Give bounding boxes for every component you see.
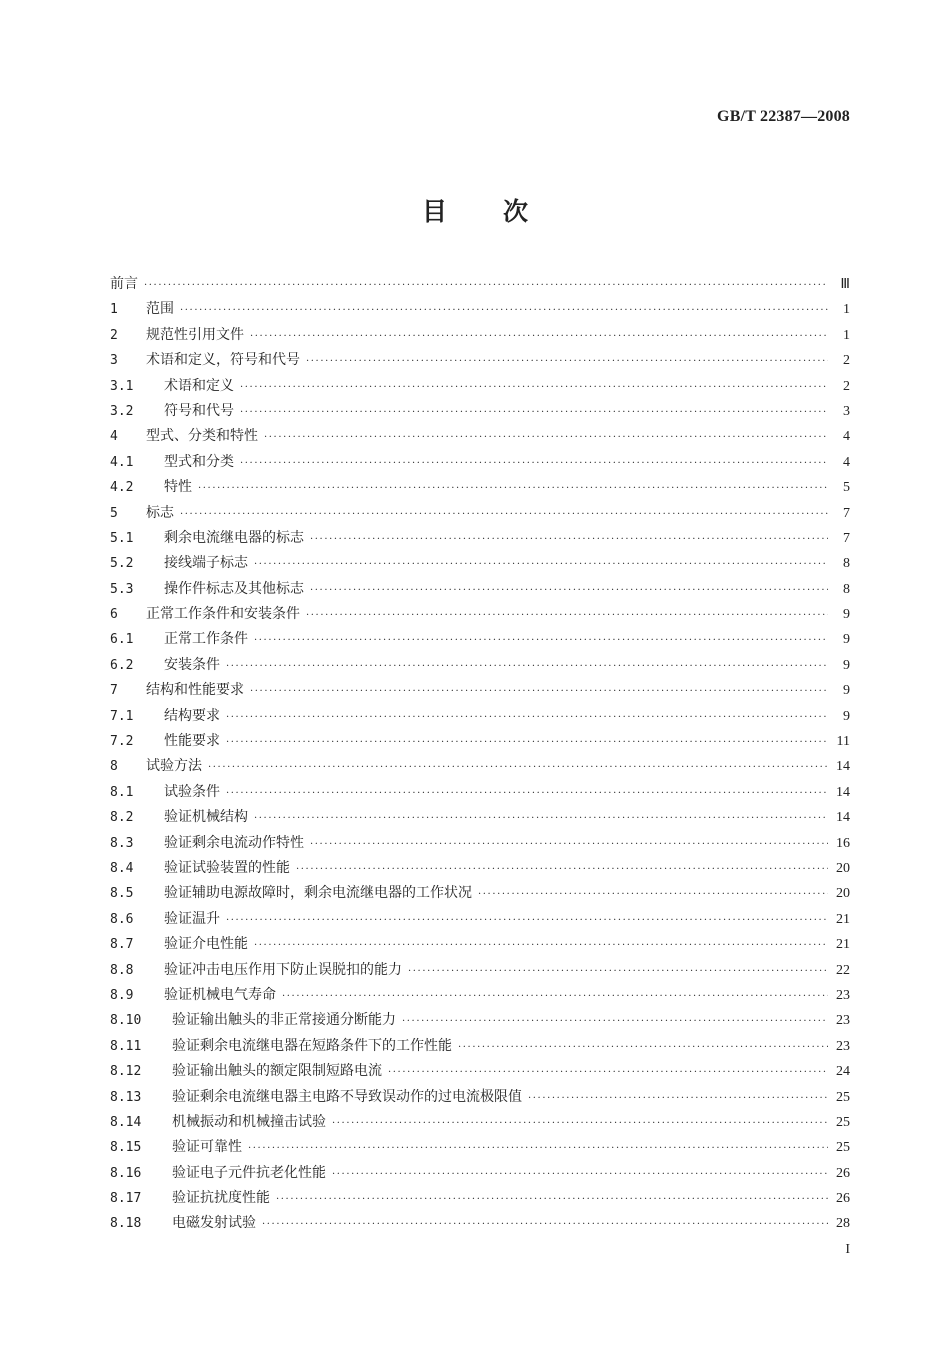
toc-leader-dots — [254, 933, 828, 958]
toc-leader-dots — [248, 1136, 828, 1161]
toc-entry-title: 术语和定义，符号和代号 — [146, 352, 300, 369]
toc-entry — [110, 602, 850, 627]
toc-entry-number: 5.2 — [110, 556, 134, 572]
toc-entry-title: 剩余电流继电器的标志 — [164, 529, 304, 546]
toc-entry — [110, 958, 850, 983]
toc-entry — [110, 1034, 850, 1059]
toc-entry-number: 3.1 — [110, 378, 134, 394]
toc-entry-title: 术语和定义 — [164, 377, 234, 394]
toc-entry-number: 8.5 — [110, 886, 134, 902]
toc-entry-page: 20 — [836, 860, 850, 876]
toc-entry-title: 验证机械结构 — [164, 809, 248, 826]
title-char-2: 次 — [503, 197, 529, 226]
toc-leader-dots — [240, 400, 828, 425]
toc-entry-page: 7 — [843, 530, 850, 546]
toc-entry-page: 8 — [843, 581, 850, 597]
toc-entry-title: 前言 — [110, 276, 138, 292]
toc-entry-number: 7.2 — [110, 734, 134, 750]
toc-entry — [110, 424, 850, 449]
toc-entry — [110, 754, 850, 779]
toc-leader-dots — [332, 1162, 828, 1187]
toc-entry-number: 8.17 — [110, 1191, 142, 1207]
toc-entry — [110, 1110, 850, 1135]
toc-leader-dots — [296, 857, 828, 882]
toc-entry — [110, 983, 850, 1008]
toc-entry-number: 3 — [110, 353, 118, 369]
toc-entry-title: 验证温升 — [164, 910, 220, 927]
toc-entry — [110, 348, 850, 373]
toc-entry-title: 验证输出触头的额定限制短路电流 — [172, 1063, 382, 1080]
toc-entry-page: 25 — [836, 1114, 850, 1130]
toc-entry-page: 4 — [843, 454, 850, 470]
toc-entry-page: 5 — [843, 480, 850, 496]
toc-leader-dots — [408, 959, 828, 984]
toc-entry-title: 验证辅助电源故障时，剩余电流继电器的工作状况 — [164, 885, 472, 902]
toc-entry-title: 操作件标志及其他标志 — [164, 580, 304, 597]
toc-entry-number: 8 — [110, 759, 118, 775]
toc-leader-dots — [226, 781, 828, 806]
toc-leader-dots — [310, 578, 828, 603]
toc-entry-title: 验证抗扰度性能 — [172, 1190, 270, 1207]
toc-entry-title: 正常工作条件 — [164, 631, 248, 648]
toc-leader-dots — [226, 908, 828, 933]
toc-entry-title: 性能要求 — [164, 733, 220, 750]
toc-entry — [110, 1135, 850, 1160]
toc-leader-dots — [226, 705, 828, 730]
toc-entry-number: 8.9 — [110, 987, 134, 1003]
toc-entry-title: 结构要求 — [164, 707, 220, 724]
table-of-contents — [110, 272, 850, 1237]
toc-entry — [110, 1008, 850, 1033]
toc-leader-dots — [528, 1086, 828, 1111]
toc-entry-title: 型式、分类和特性 — [146, 428, 258, 445]
toc-entry-number: 8.7 — [110, 937, 134, 953]
page-number: I — [845, 1242, 850, 1257]
toc-entry-number: 8.15 — [110, 1140, 142, 1156]
toc-entry-number: 8.12 — [110, 1064, 142, 1080]
toc-entry-title: 符号和代号 — [164, 402, 234, 419]
toc-entry-title: 验证冲击电压作用下防止误脱扣的能力 — [164, 961, 402, 978]
toc-entry-title: 验证电子元件抗老化性能 — [172, 1164, 326, 1181]
toc-leader-dots — [250, 324, 828, 349]
toc-entry-page: 23 — [836, 1038, 850, 1054]
toc-entry — [110, 577, 850, 602]
toc-entry-page: 24 — [836, 1064, 850, 1080]
toc-entry-page: 20 — [836, 886, 850, 902]
toc-entry-title: 试验方法 — [146, 758, 202, 775]
toc-leader-dots — [254, 552, 828, 577]
toc-entry-number: 6.1 — [110, 632, 134, 648]
toc-entry-page: 23 — [836, 1013, 850, 1029]
toc-entry-number: 8.11 — [110, 1038, 142, 1054]
page-title — [0, 192, 950, 228]
toc-entry-title: 规范性引用文件 — [146, 326, 244, 343]
toc-entry-page: 9 — [843, 607, 850, 623]
toc-entry-title: 验证输出触头的非正常接通分断能力 — [172, 1012, 396, 1029]
toc-entry-page: 1 — [843, 327, 850, 343]
toc-entry-page: 28 — [836, 1216, 850, 1232]
toc-entry-number: 4 — [110, 429, 118, 445]
toc-entry-number: 1 — [110, 302, 118, 318]
toc-leader-dots — [458, 1035, 828, 1060]
toc-entry-title: 试验条件 — [164, 783, 220, 800]
toc-leader-dots — [332, 1111, 828, 1136]
toc-leader-dots — [250, 679, 828, 704]
toc-leader-dots — [264, 425, 828, 450]
toc-entry-title: 验证剩余电流动作特性 — [164, 834, 304, 851]
toc-leader-dots — [276, 1187, 828, 1212]
toc-entry-page: 4 — [843, 429, 850, 445]
toc-leader-dots — [310, 527, 828, 552]
toc-entry-page: 21 — [836, 911, 850, 927]
standard-code: GB/T 22387—2008 — [717, 108, 850, 125]
toc-entry — [110, 551, 850, 576]
toc-entry-title: 验证剩余电流继电器在短路条件下的工作性能 — [172, 1037, 452, 1054]
toc-entry-title: 验证试验装置的性能 — [164, 859, 290, 876]
toc-entry-page: 23 — [836, 987, 850, 1003]
toc-entry-title: 结构和性能要求 — [146, 682, 244, 699]
toc-entry-number: 5 — [110, 505, 118, 521]
toc-entry-number: 8.14 — [110, 1114, 142, 1130]
toc-leader-dots — [144, 273, 828, 298]
toc-entry — [110, 1059, 850, 1084]
toc-entry — [110, 475, 850, 500]
toc-entry-title: 接线端子标志 — [164, 555, 248, 572]
toc-entry-page: 14 — [836, 759, 850, 775]
toc-entry-title: 机械振动和机械撞击试验 — [172, 1113, 326, 1130]
toc-entry-title: 验证可靠性 — [172, 1139, 242, 1156]
toc-entry-page: 25 — [836, 1140, 850, 1156]
toc-entry-page: 22 — [836, 962, 850, 978]
toc-entry-number: 8.3 — [110, 835, 134, 851]
toc-entry-page: 14 — [836, 810, 850, 826]
toc-entry — [110, 653, 850, 678]
toc-entry-number: 8.6 — [110, 911, 134, 927]
toc-entry — [110, 1085, 850, 1110]
toc-entry-number: 8.2 — [110, 810, 134, 826]
toc-entry-number: 8.4 — [110, 860, 134, 876]
toc-entry-title: 验证机械电气寿命 — [164, 986, 276, 1003]
toc-entry-page: 11 — [836, 734, 850, 750]
toc-entry-page: 21 — [836, 937, 850, 953]
toc-entry-number: 8.8 — [110, 962, 134, 978]
toc-entry-page: 26 — [836, 1165, 850, 1181]
toc-entry-title: 正常工作条件和安装条件 — [146, 606, 300, 623]
toc-entry — [110, 856, 850, 881]
toc-entry-number: 5.1 — [110, 530, 134, 546]
toc-entry — [110, 450, 850, 475]
toc-entry — [110, 1186, 850, 1211]
toc-entry-page: 9 — [843, 708, 850, 724]
toc-entry-page: 9 — [843, 657, 850, 673]
toc-entry-title: 安装条件 — [164, 656, 220, 673]
toc-leader-dots — [198, 476, 828, 501]
toc-leader-dots — [254, 628, 828, 653]
toc-entry-title: 型式和分类 — [164, 453, 234, 470]
toc-entry-number: 8.13 — [110, 1089, 142, 1105]
toc-entry-page: 14 — [836, 784, 850, 800]
toc-entry — [110, 1211, 850, 1236]
toc-entry — [110, 399, 850, 424]
toc-leader-dots — [240, 375, 828, 400]
toc-entry — [110, 780, 850, 805]
toc-entry — [110, 805, 850, 830]
toc-entry — [110, 374, 850, 399]
toc-leader-dots — [180, 298, 828, 323]
toc-entry-page: 25 — [836, 1089, 850, 1105]
toc-entry-page: 16 — [836, 835, 850, 851]
toc-entry-title: 验证介电性能 — [164, 936, 248, 953]
toc-leader-dots — [208, 755, 828, 780]
toc-entry-page: 26 — [836, 1191, 850, 1207]
toc-entry-page: 3 — [843, 403, 850, 419]
toc-entry-title: 范围 — [146, 301, 174, 318]
toc-entry — [110, 526, 850, 551]
toc-leader-dots — [282, 984, 828, 1009]
toc-entry — [110, 831, 850, 856]
toc-entry-page: 7 — [843, 505, 850, 521]
toc-leader-dots — [310, 832, 828, 857]
toc-entry-number: 8.10 — [110, 1013, 142, 1029]
toc-leader-dots — [254, 806, 828, 831]
toc-leader-dots — [388, 1060, 828, 1085]
toc-entry-number: 4.1 — [110, 454, 134, 470]
toc-entry-page: 1 — [843, 302, 850, 318]
toc-entry-number: 4.2 — [110, 480, 134, 496]
toc-entry-title: 电磁发射试验 — [172, 1215, 256, 1232]
toc-leader-dots — [478, 882, 828, 907]
toc-entry-number: 3.2 — [110, 403, 134, 419]
toc-entry-number: 7 — [110, 683, 118, 699]
toc-entry-title: 标志 — [146, 504, 174, 521]
toc-entry-page: Ⅲ — [840, 277, 850, 292]
toc-entry-page: 9 — [843, 683, 850, 699]
toc-entry — [110, 907, 850, 932]
toc-entry — [110, 729, 850, 754]
toc-entry-number: 5.3 — [110, 581, 134, 597]
toc-entry-title: 验证剩余电流继电器主电路不导致误动作的过电流极限值 — [172, 1088, 522, 1105]
toc-entry — [110, 678, 850, 703]
toc-entry — [110, 627, 850, 652]
toc-leader-dots — [306, 349, 828, 374]
toc-entry-page: 9 — [843, 632, 850, 648]
toc-leader-dots — [226, 730, 828, 755]
toc-leader-dots — [180, 502, 828, 527]
toc-entry-page: 2 — [843, 378, 850, 394]
title-char-1: 目 — [421, 197, 447, 226]
toc-entry-number: 2 — [110, 327, 118, 343]
toc-entry-page: 2 — [843, 353, 850, 369]
toc-entry — [110, 881, 850, 906]
toc-entry — [110, 297, 850, 322]
toc-entry-title: 特性 — [164, 479, 192, 496]
toc-entry-number: 7.1 — [110, 708, 134, 724]
toc-entry-number: 6.2 — [110, 657, 134, 673]
toc-entry-number: 8.16 — [110, 1165, 142, 1181]
toc-entry — [110, 1161, 850, 1186]
toc-entry-number: 6 — [110, 607, 118, 623]
toc-leader-dots — [262, 1212, 828, 1237]
toc-leader-dots — [306, 603, 828, 628]
toc-entry — [110, 932, 850, 957]
toc-entry — [110, 272, 850, 297]
toc-entry — [110, 323, 850, 348]
toc-entry-page: 8 — [843, 556, 850, 572]
toc-leader-dots — [240, 451, 828, 476]
toc-entry — [110, 501, 850, 526]
toc-leader-dots — [402, 1009, 828, 1034]
toc-entry-number: 8.1 — [110, 784, 134, 800]
toc-entry — [110, 704, 850, 729]
toc-entry-number: 8.18 — [110, 1216, 142, 1232]
toc-leader-dots — [226, 654, 828, 679]
